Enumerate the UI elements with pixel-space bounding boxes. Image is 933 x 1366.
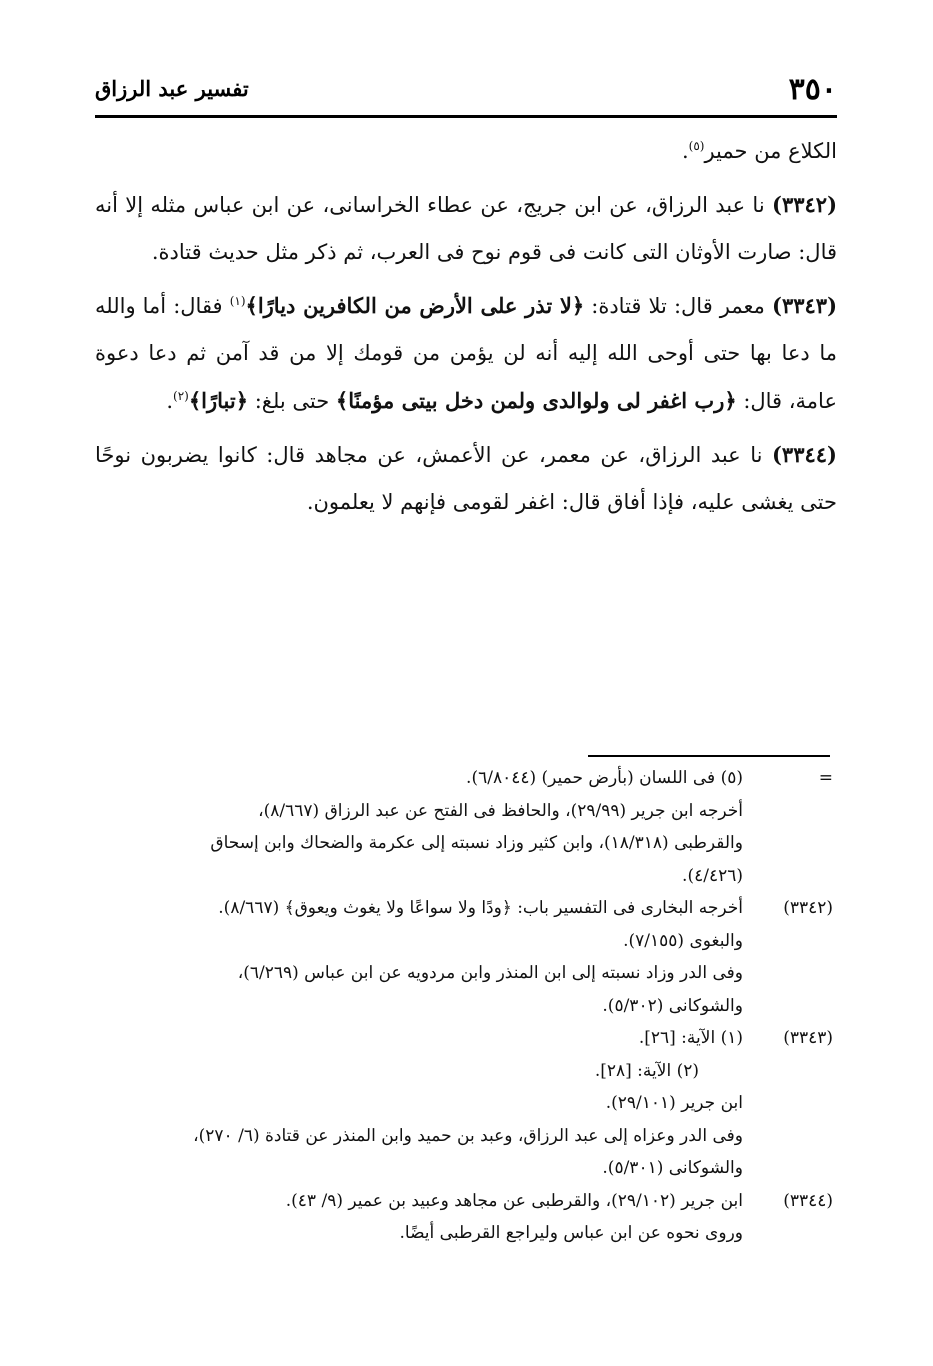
paragraph-continuation bbox=[95, 128, 837, 175]
hadith-3343 bbox=[95, 282, 837, 425]
paragraph-tail: . bbox=[166, 389, 173, 413]
running-title: تفسير عبد الرزاق bbox=[95, 76, 249, 101]
footnote-line: وفى الدر وعزاه إلى عبد الرزاق، وعبد بن حميد وابن المنذر عن قتادة (٦/ ٢٧٠)، bbox=[193, 1125, 743, 1146]
footnote-ref: (٥) bbox=[688, 139, 705, 153]
footnote-label: (٣٣٤٢) bbox=[783, 898, 833, 918]
footnote-line: والشوكانى (٥/٣٠٢). bbox=[602, 995, 743, 1016]
footnote-line: والقرطبى (١٨/٣١٨)، وابن كثير وزاد نسبته إلى عكرمة والضحاك وابن إسحاق bbox=[210, 833, 743, 853]
footnote-line: والبغوى (٧/١٥٥). bbox=[623, 930, 743, 951]
footnote-line: ابن جرير (٢٩/١٠٢)، والقرطبى عن مجاهد وعبيد بن عمير (٩/ ٤٣). bbox=[285, 1190, 743, 1211]
footnote-line: أخرجه البخارى فى التفسير باب: ﴿ودًا ولا سواعًا ولا يغوث ويعوق﴾ (٨/٦٦٧). bbox=[218, 898, 743, 918]
footnote-3343 bbox=[95, 1022, 837, 1055]
quran-verse: ﴿رب اغفر لى ولوالدى ولمن دخل بيتى مؤمنًا﴾ bbox=[335, 388, 737, 413]
footnote-3343-second bbox=[95, 1055, 837, 1185]
footnote-ref: (٢) bbox=[173, 389, 189, 403]
footnote-3342 bbox=[95, 892, 837, 1022]
hadith-number: (٣٣٤٤) bbox=[771, 442, 837, 467]
footnote-line: ابن جرير (٢٩/١٠١). bbox=[605, 1093, 743, 1113]
hadith-text: نا عبد الرزاق، عن ابن جريج، عن عطاء الخراسانى، عن ابن عباس مثله إلا أنه قال: صارت الأوثان التى كانت فى قوم نوح فى العرب، ثم ذكر مثل حديث قتادة. bbox=[95, 193, 837, 264]
footnote-line: وفى الدر وزاد نسبته إلى ابن المنذر وابن مردويه عن ابن عباس (٦/٢٦٩)، bbox=[237, 963, 743, 983]
footnote-rule bbox=[588, 755, 830, 757]
footnote-line: (٢) الآية: [٢٨]. bbox=[594, 1060, 699, 1081]
hadith-text: حتى بلغ: bbox=[254, 389, 330, 413]
hadith-number: (٣٣٤٢) bbox=[772, 192, 837, 217]
quran-verse: ﴿تبارًا﴾ bbox=[188, 388, 248, 413]
footnote-3344 bbox=[95, 1185, 837, 1250]
paragraph-tail: . bbox=[681, 139, 689, 163]
page-header bbox=[95, 70, 837, 114]
hadith-lead: معمر قال: تلا قتادة: bbox=[591, 294, 765, 318]
hadith-number: (٣٣٤٣) bbox=[772, 293, 837, 318]
footnote-line: أخرجه ابن جرير (٢٩/٩٩)، والحافظ فى الفتح عن عبد الرزاق (٨/٦٦٧)، bbox=[258, 800, 743, 821]
hadith-3344 bbox=[95, 431, 837, 526]
hadith-text: فقال: أما والله ما دعا بها حتى أوحى الله إليه أنه لن يؤمن من قومك إلا من قد آمن ثم دعا دعوة عامة، قال: bbox=[95, 294, 837, 413]
paragraph-text: الكلاع من حمير bbox=[704, 139, 837, 163]
footnote-label: (٣٣٤٣) bbox=[783, 1028, 833, 1048]
footnote-label: = bbox=[818, 768, 833, 788]
footnote-label: (٣٣٤٤) bbox=[783, 1190, 833, 1211]
footnotes bbox=[95, 762, 837, 1250]
footnote-continuation bbox=[95, 762, 837, 892]
footnote-line: (٥) فى اللسان (بأرض حمير) (٦/٨٠٤٤). bbox=[466, 768, 743, 788]
footnote-line: وروى نحوه عن ابن عباس وليراجع القرطبى أيضًا. bbox=[399, 1223, 743, 1243]
footnote-line: والشوكانى (٥/٣٠١). bbox=[602, 1158, 743, 1178]
page-number: ٣٥٠ bbox=[788, 72, 837, 107]
hadith-text: نا عبد الرزاق، عن معمر، عن الأعمش، عن مجاهد قال: كانوا يضربون نوحًا حتى يغشى عليه، فإذا أفاق قال: اغفر لقومى فإنهم لا يعلمون. bbox=[95, 443, 837, 514]
footnote-line: (١) الآية: [٢٦]. bbox=[638, 1028, 743, 1048]
footnote-line: (٤/٤٢٦). bbox=[682, 865, 743, 886]
footnote-ref: (١) bbox=[229, 294, 246, 308]
main-text bbox=[95, 128, 837, 532]
header-rule bbox=[95, 115, 837, 118]
hadith-3342 bbox=[95, 181, 837, 276]
quran-verse: ﴿لا تذر على الأرض من الكافرين ديارًا﴾ bbox=[245, 293, 585, 318]
